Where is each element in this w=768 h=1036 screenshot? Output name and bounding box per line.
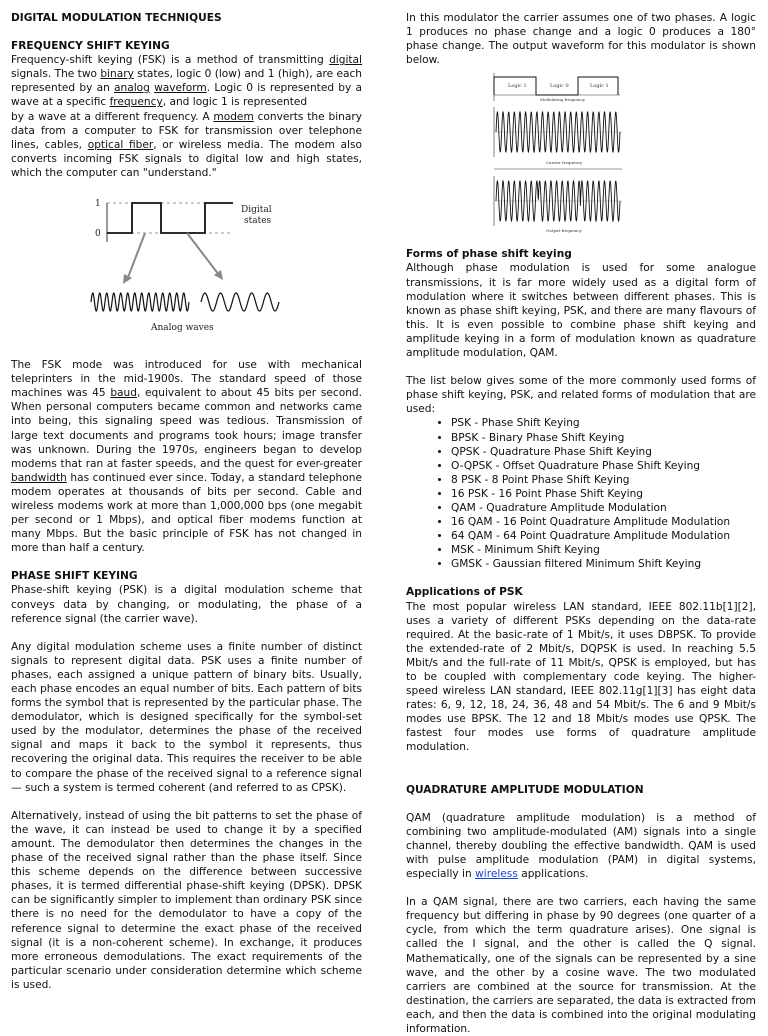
forms-paragraph-1: Although phase modulation is used for some analogue transmissions, it is far more widely used as a digital form of modulation where it switches between different phases. This is known as phase shift keying, PSK, and there are many flavours of this. It is even possible to combine phase shift keying and amplitude keying in a form of modulation known as quadrature amplitude modulation, QAM. — [406, 262, 756, 360]
fsk-digital-states-label: Digital — [241, 205, 272, 216]
fsk-digital-signal — [107, 203, 233, 233]
link-wireless[interactable]: wireless — [475, 868, 518, 881]
link-frequency[interactable]: frequency — [109, 96, 163, 109]
fsk-diagram — [11, 180, 362, 350]
forms-list — [406, 416, 756, 571]
forms-paragraph-2: The list below gives some of the more commonly used forms of phase shift keying, PSK, and related forms of modulation that are used: — [406, 375, 756, 416]
applications-paragraph: The most popular wireless LAN standard, IEEE 802.11b[1][2], uses a variety of different PSKs depending on the data-rate required. At the basic-rate of 1 Mbit/s, it uses DBPSK. To provide the extended-rate of 2 Mbit/s, DQPSK is used. In reaching 5.5 Mbit/s and the full-rate of 11 Mbit/s, QPSK is employed, but has to be coupled with complementary code keying. The higher-speed wireless LAN standard, IEEE 802.11g[1][3] has eight data rates: 6, 9, 12, 18, 24, 36, 48 and 54 Mbit/s. The 6 and 9 Mbit/s modes use BPSK. The 12 and 18 Mbit/s modes use QPSK. The fastest four modes use forms of quadrature amplitude modulation. — [406, 600, 756, 754]
list-item: • 16 PSK - 16 Point Phase Shift Keying — [451, 487, 756, 501]
qam-paragraph-2: In a QAM signal, there are two carriers, each having the same frequency but differing in phase by 90 degrees (one quarter of a cycle, from which the term quadrature arises). One signal is called the I signal, and the other is called the Q signal. Mathematically, one of the signals can be represented by a sine wave, and the other by a cosine wave. The two modulated carriers are combined at the source for transmission. At the destination, the carriers are separated, the data is extracted from each, and then the data is combined into the original modulating information. — [406, 896, 756, 1035]
applications-heading: Applications of PSK — [406, 586, 523, 599]
bpsk-oscilloscope-figure — [406, 67, 756, 235]
scope-logic1-b: Logic 1 — [590, 83, 609, 90]
scope-output-label: Output frequency — [546, 228, 582, 234]
list-item: • QAM - Quadrature Amplitude Modulation — [451, 501, 756, 515]
list-item: • 64 QAM - 64 Point Quadrature Amplitude Modulation — [451, 529, 756, 543]
link-digital[interactable]: digital — [329, 54, 362, 67]
list-item: • MSK - Minimum Shift Keying — [451, 543, 756, 557]
fsk-modem-paragraph: by a wave at a different frequency. A modem converts the binary data from a computer to FSK for transmission over telephone lines, cables, optical fiber, or wireless media. The modem also converts incoming FSK signals to digital low and high states, which the computer can "understand." — [11, 110, 362, 179]
psk-paragraph-2: Any digital modulation scheme uses a finite number of distinct signals to represent digital data. PSK uses a finite number of phases, each assigned a unique pattern of binary bits. Usually, each phase encodes an equal number of bits. Each pattern of bits forms the symbol that is represented by the particular phase. The demodulator, which is designed specifically for the symbol-set used by the modulator, determines the phase of the received signal and maps it back to the symbol it represents, thus recovering the original data. This requires the receiver to be able to compare the phase of the received signal to a reference signal — such a system is termed coherent (and referred to as CPSK). — [11, 640, 362, 794]
link-bandwidth[interactable]: bandwidth — [11, 471, 67, 484]
scope-carrier-label: Carrier frequency — [546, 160, 583, 166]
psk-heading: PHASE SHIFT KEYING — [11, 570, 138, 583]
right-column — [406, 11, 756, 1036]
link-analog[interactable]: analog — [114, 82, 150, 95]
left-column — [11, 11, 362, 992]
list-item: • BPSK - Binary Phase Shift Keying — [451, 431, 756, 445]
psk-paragraph-1: Phase-shift keying (PSK) is a digital modulation scheme that conveys data by changing, or modulating, the phase of a reference signal (the carrier wave). — [11, 584, 362, 625]
fsk-high-freq-wave — [91, 293, 189, 311]
forms-heading: Forms of phase shift keying — [406, 248, 572, 261]
fsk-analog-waves-label: Analog waves — [151, 323, 214, 334]
link-modem[interactable]: modem — [213, 110, 254, 123]
link-waveform[interactable]: waveform — [154, 82, 207, 95]
list-item: • GMSK - Gaussian filtered Minimum Shift Keying — [451, 557, 756, 571]
scope-logic0: Logic 0 — [550, 83, 569, 90]
fsk-digital-states-label-2: states — [244, 216, 272, 227]
scope-modulating-label: Modulating frequency — [540, 97, 585, 103]
list-item: • 16 QAM - 16 Point Quadrature Amplitude Modulation — [451, 515, 756, 529]
link-baud[interactable]: baud — [110, 387, 137, 400]
document-title: DIGITAL MODULATION TECHNIQUES — [11, 12, 222, 24]
fsk-label-1: 1 — [95, 199, 101, 210]
fsk-low-freq-wave — [201, 293, 279, 311]
bpsk-paragraph: In this modulator the carrier assumes one of two phases. A logic 1 produces no phase change and a logic 0 produces a 180° phase change. The output waveform for this modulator is shown below. — [406, 12, 756, 67]
psk-paragraph-3: Alternatively, instead of using the bit patterns to set the phase of the wave, it can instead be used to change it by a specified amount. The demodulator then determines the changes in the phase of the received signal rather than the phase itself. Since this scheme depends on the difference between successive phases, it is termed differential phase-shift keying (DPSK). DPSK can be significantly simpler to implement than ordinary PSK since there is no need for the demodulator to have a copy of the reference signal to determine the exact phase of the received signal (it is a non-coherent scheme). In exchange, it produces more erroneous demodulations. The exact requirements of the particular scenario under consideration determine which scheme is used. — [11, 809, 362, 991]
scope-logic1-a: Logic 1 — [508, 83, 527, 90]
fsk-intro-paragraph: Frequency-shift keying (FSK) is a method of transmitting digital signals. The two binary states, logic 0 (low) and 1 (high), are each represented by an analog waveform. Logic 0 is represented by a wave at a specific frequency, and logic 1 is represented — [11, 54, 363, 109]
link-binary[interactable]: binary — [100, 68, 134, 81]
list-item: • O-QPSK - Offset Quadrature Phase Shift Keying — [451, 459, 756, 473]
list-item: • 8 PSK - 8 Point Phase Shift Keying — [451, 473, 756, 487]
fsk-label-0: 0 — [95, 229, 101, 240]
fsk-heading: FREQUENCY SHIFT KEYING — [11, 40, 170, 53]
qam-paragraph-1: QAM (quadrature amplitude modulation) is a method of combining two amplitude-modulated (AM) signals into a single channel, thereby doubling the effective bandwidth. QAM is used with pulse amplitude modulation (PAM) in digital systems, especially in wireless applications. — [406, 811, 756, 881]
fsk-history-paragraph: The FSK mode was introduced for use with mechanical teleprinters in the mid-1900s. The standard speed of those machines was 45 baud, equivalent to about 45 bits per second. When personal computers became common and networks came into being, this signaling speed was tedious. Transmission of large text documents and programs took hours; image transfer was unknown. During the 1970s, engineers began to develop modems that ran at faster speeds, and the quest for ever-greater bandwidth has continued ever since. Today, a standard telephone modem operates at thousands of bits per second. Cable and wireless modems work at more than 1,000,000 bps (one megabit per second or 1 Mbps), and optical fiber modems function at many Mbps. But the basic principle of FSK has not changed in more than half a century. — [11, 359, 362, 555]
link-optical-fiber[interactable]: optical fiber — [87, 138, 154, 151]
qam-heading: QUADRATURE AMPLITUDE MODULATION — [406, 783, 644, 796]
list-item: • PSK - Phase Shift Keying — [451, 416, 756, 430]
list-item: • QPSK - Quadrature Phase Shift Keying — [451, 445, 756, 459]
